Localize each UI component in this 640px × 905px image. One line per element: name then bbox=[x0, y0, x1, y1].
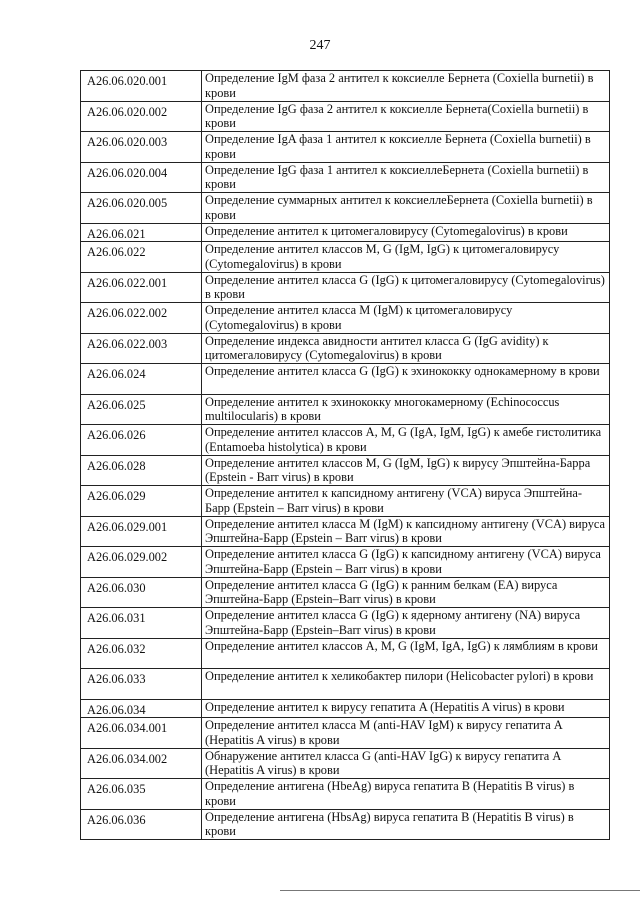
table-row bbox=[81, 638, 610, 669]
table-row bbox=[81, 364, 610, 395]
service-name-cell: Определение антител к эхинококку многокамерному (Echinococcus multilocularis) в крови bbox=[202, 394, 610, 425]
service-name-cell: Определение антител к цитомегаловирусу (Cytomegalovirus) в крови bbox=[202, 223, 610, 242]
service-name-cell: Определение антител класса G (IgG) к ядерному антигену (NA) вируса Эпштейна-Барр (Epstein–Barr virus) в крови bbox=[202, 608, 610, 639]
service-code-cell: A26.06.020.003 bbox=[81, 132, 202, 163]
table-row bbox=[81, 223, 610, 242]
service-name-cell: Определение антител к хеликобактер пилори (Helicobacter pylori) в крови bbox=[202, 669, 610, 700]
service-code-cell: A26.06.034.002 bbox=[81, 748, 202, 779]
service-name-cell: Определение антител класса G (IgG) к цитомегаловирусу (Cytomegalovirus) в крови bbox=[202, 272, 610, 303]
service-name-cell: Определение антител классов A, M, G (IgM, IgA, IgG) к лямблиям в крови bbox=[202, 638, 610, 669]
service-code-cell: A26.06.033 bbox=[81, 669, 202, 700]
service-name-cell: Определение антител класса G (IgG) к эхинококку однокамерному в крови bbox=[202, 364, 610, 395]
service-name-cell: Определение IgA фаза 1 антител к коксиелле Бернета (Coxiella burnetii) в крови bbox=[202, 132, 610, 163]
table-row bbox=[81, 455, 610, 486]
service-code-cell: A26.06.028 bbox=[81, 455, 202, 486]
service-name-cell: Определение антител к вирусу гепатита A (Hepatitis A virus) в крови bbox=[202, 699, 610, 718]
service-name-cell: Определение антител классов M, G (IgM, IgG) к вирусу Эпштейна-Барра (Epstein - Barr virus) в крови bbox=[202, 455, 610, 486]
service-name-cell: Определение суммарных антител к коксиеллеБернета (Coxiella burnetii) в крови bbox=[202, 193, 610, 224]
service-code-cell: A26.06.036 bbox=[81, 809, 202, 840]
table-row bbox=[81, 333, 610, 364]
service-name-cell: Определение индекса авидности антител класса G (IgG avidity) к цитомегаловирусу (Cytomegalovirus) в крови bbox=[202, 333, 610, 364]
page-number: 247 bbox=[309, 38, 331, 53]
table-row bbox=[81, 748, 610, 779]
table-row bbox=[81, 699, 610, 718]
service-code-cell: A26.06.032 bbox=[81, 638, 202, 669]
table-row bbox=[81, 242, 610, 273]
table-row bbox=[81, 669, 610, 700]
service-name-cell: Определение антител классов A, M, G (IgA, IgM, IgG) к амебе гистолитика (Entamoeba histolytica) в крови bbox=[202, 425, 610, 456]
service-name-cell: Определение антител класса M (IgM) к цитомегаловирусу (Cytomegalovirus) в крови bbox=[202, 303, 610, 334]
service-name-cell: Определение IgG фаза 2 антител к коксиелле Бернета(Coxiella burnetii) в крови bbox=[202, 101, 610, 132]
table-row bbox=[81, 272, 610, 303]
service-code-cell: A26.06.022.001 bbox=[81, 272, 202, 303]
service-name-cell: Определение IgM фаза 2 антител к коксиелле Бернета (Coxiella burnetii) в крови bbox=[202, 71, 610, 102]
table-body bbox=[81, 71, 610, 840]
service-name-cell: Определение IgG фаза 1 антител к коксиеллеБернета (Coxiella burnetii) в крови bbox=[202, 162, 610, 193]
service-code-cell: A26.06.029 bbox=[81, 486, 202, 517]
table-row bbox=[81, 394, 610, 425]
table-row bbox=[81, 425, 610, 456]
table-row bbox=[81, 71, 610, 102]
table-row bbox=[81, 809, 610, 840]
service-code-cell: A26.06.022 bbox=[81, 242, 202, 273]
table-row bbox=[81, 547, 610, 578]
service-code-cell: A26.06.034 bbox=[81, 699, 202, 718]
service-codes-table bbox=[80, 70, 610, 840]
service-code-cell: A26.06.026 bbox=[81, 425, 202, 456]
service-code-cell: A26.06.024 bbox=[81, 364, 202, 395]
service-code-cell: A26.06.022.003 bbox=[81, 333, 202, 364]
service-code-cell: A26.06.020.001 bbox=[81, 71, 202, 102]
service-code-cell: A26.06.025 bbox=[81, 394, 202, 425]
table-row bbox=[81, 486, 610, 517]
table-row bbox=[81, 718, 610, 749]
table-row bbox=[81, 608, 610, 639]
service-code-cell: A26.06.029.001 bbox=[81, 516, 202, 547]
service-code-cell: A26.06.034.001 bbox=[81, 718, 202, 749]
service-name-cell: Определение антигена (HbeAg) вируса гепатита B (Hepatitis B virus) в крови bbox=[202, 779, 610, 810]
table-row bbox=[81, 516, 610, 547]
service-code-cell: A26.06.029.002 bbox=[81, 547, 202, 578]
table-row bbox=[81, 779, 610, 810]
service-name-cell: Определение антител класса M (IgM) к капсидному антигену (VCA) вируса Эпштейна-Барр (Epstein – Barr virus) в крови bbox=[202, 516, 610, 547]
service-name-cell: Определение антигена (HbsAg) вируса гепатита B (Hepatitis B virus) в крови bbox=[202, 809, 610, 840]
service-name-cell: Обнаружение антител класса G (anti-HAV IgG) к вирусу гепатита A (Hepatitis A virus) в крови bbox=[202, 748, 610, 779]
service-code-cell: A26.06.020.005 bbox=[81, 193, 202, 224]
service-code-cell: A26.06.020.002 bbox=[81, 101, 202, 132]
service-name-cell: Определение антител класса G (IgG) к капсидному антигену (VCA) вируса Эпштейна-Барр (Epstein – Barr virus) в крови bbox=[202, 547, 610, 578]
service-code-cell: A26.06.035 bbox=[81, 779, 202, 810]
table-row bbox=[81, 193, 610, 224]
service-code-cell: A26.06.031 bbox=[81, 608, 202, 639]
service-name-cell: Определение антител класса G (IgG) к ранним белкам (EA) вируса Эпштейна-Барр (Epstein–Barr virus) в крови bbox=[202, 577, 610, 608]
service-name-cell: Определение антител классов M, G (IgM, IgG) к цитомегаловирусу (Cytomegalovirus) в крови bbox=[202, 242, 610, 273]
service-code-cell: A26.06.030 bbox=[81, 577, 202, 608]
service-name-cell: Определение антител к капсидному антигену (VCA) вируса Эпштейна-Барр (Epstein – Barr virus) в крови bbox=[202, 486, 610, 517]
service-name-cell: Определение антител класса M (anti-HAV IgM) к вирусу гепатита A (Hepatitis A virus) в крови bbox=[202, 718, 610, 749]
service-code-cell: A26.06.020.004 bbox=[81, 162, 202, 193]
service-code-cell: A26.06.022.002 bbox=[81, 303, 202, 334]
table-row bbox=[81, 303, 610, 334]
table-row bbox=[81, 162, 610, 193]
service-code-cell: A26.06.021 bbox=[81, 223, 202, 242]
scan-edge-line bbox=[280, 890, 640, 891]
table-row bbox=[81, 101, 610, 132]
table-row bbox=[81, 132, 610, 163]
table-row bbox=[81, 577, 610, 608]
